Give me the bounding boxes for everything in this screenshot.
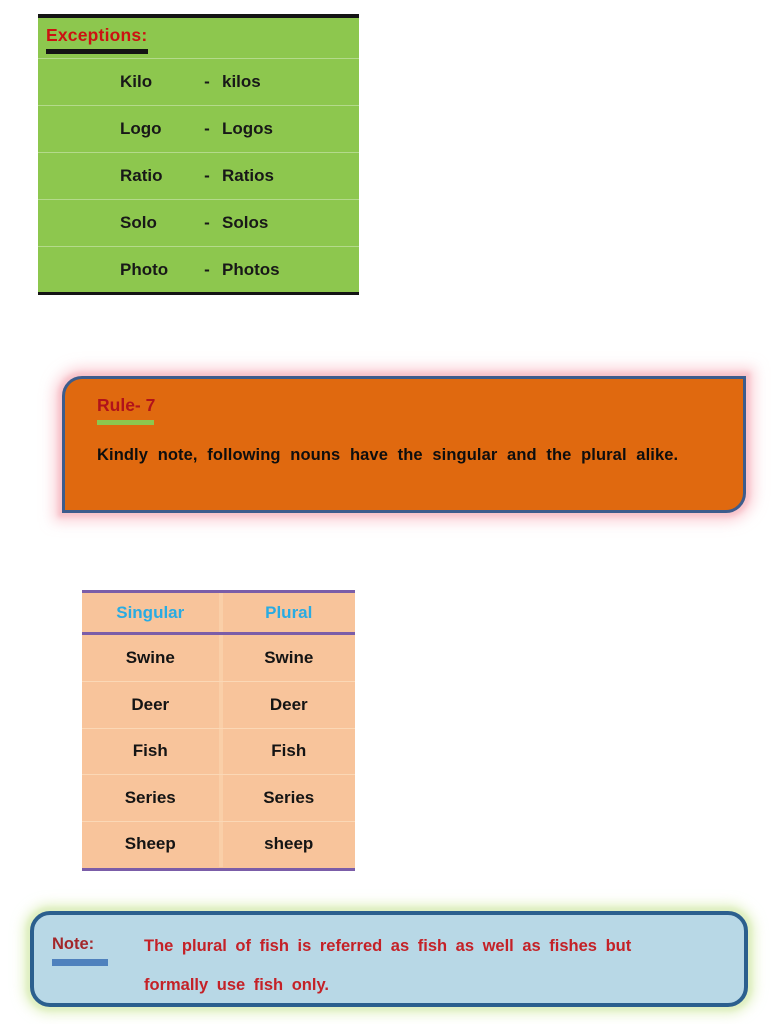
- note-label: Note:: [52, 935, 95, 953]
- singular-plural-table: [82, 590, 355, 871]
- note-callout: [30, 911, 748, 1007]
- exception-plural: Logos: [222, 119, 273, 138]
- exception-row: [38, 58, 359, 105]
- rule-title-underline: [97, 420, 154, 425]
- table-cell-singular: Sheep: [124, 834, 176, 854]
- table-cell-plural: sheep: [219, 822, 356, 867]
- exceptions-title-wrap: [38, 18, 359, 58]
- exception-plural: Ratios: [222, 166, 274, 185]
- table-cell-plural: Deer: [219, 682, 356, 727]
- exception-row: [38, 199, 359, 246]
- table-row: [82, 774, 355, 820]
- exception-dash: -: [204, 119, 210, 138]
- exception-dash: -: [204, 72, 210, 91]
- note-body-text: [144, 927, 631, 1003]
- note-label-underline: [52, 959, 108, 966]
- exception-dash: -: [204, 213, 210, 232]
- table-row: [82, 681, 355, 727]
- exception-singular: Photo: [120, 260, 169, 279]
- exception-singular: Ratio: [120, 166, 163, 185]
- table-cell-singular: Fish: [132, 741, 168, 761]
- rule-7-callout: [62, 376, 746, 513]
- exceptions-box: [38, 14, 359, 295]
- table-cell-plural: Swine: [219, 635, 356, 681]
- note-line-2: formally use fish only.: [144, 976, 329, 994]
- exception-dash: -: [204, 166, 210, 185]
- note-line-1: The plural of fish is referred as fish as well as fishes but: [144, 937, 632, 955]
- exception-dash: -: [204, 260, 210, 279]
- table-row: [82, 635, 355, 681]
- rule-body-text: Kindly note, following nouns have the singular and the plural alike.: [97, 446, 679, 464]
- table-row: [82, 728, 355, 774]
- table-header-row: [82, 593, 355, 635]
- exception-row: [38, 105, 359, 152]
- exception-singular: Kilo: [120, 72, 153, 91]
- table-cell-singular: Swine: [125, 648, 175, 668]
- exception-singular: Solo: [120, 213, 157, 232]
- exception-plural: kilos: [222, 72, 261, 91]
- note-label-wrap: [52, 932, 144, 1003]
- exceptions-title: Exceptions:: [46, 25, 148, 45]
- table-header-singular: Singular: [116, 602, 185, 622]
- exception-plural: Photos: [222, 260, 280, 279]
- table-cell-plural: Fish: [219, 729, 356, 774]
- table-cell-singular: Deer: [131, 695, 170, 715]
- exception-singular: Logo: [120, 119, 162, 138]
- table-row: [82, 821, 355, 867]
- exception-row: [38, 152, 359, 199]
- exception-plural: Solos: [222, 213, 269, 232]
- table-cell-plural: Series: [219, 775, 356, 820]
- table-header-plural: Plural: [219, 593, 356, 632]
- exceptions-title-underline: [46, 49, 148, 54]
- exception-row: [38, 246, 359, 293]
- rule-title: Rule- 7: [97, 395, 156, 415]
- table-cell-singular: Series: [124, 787, 176, 807]
